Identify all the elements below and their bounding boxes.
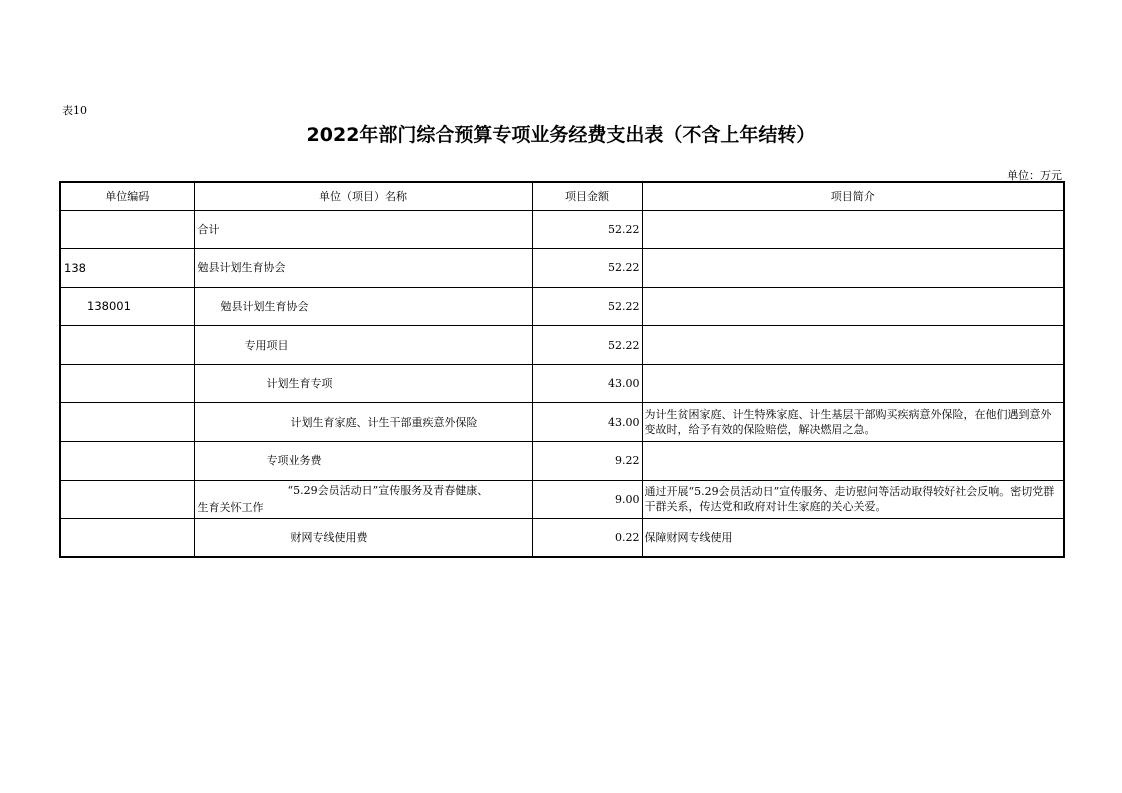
cell-code: 138 xyxy=(60,249,194,288)
cell-code xyxy=(60,326,194,365)
table-row xyxy=(60,249,1064,288)
cell-code xyxy=(60,519,194,558)
cell-desc xyxy=(642,364,1064,403)
page-title: 2022年部门综合预算专项业务经费支出表（不含上年结转） xyxy=(306,124,816,146)
table-row xyxy=(60,442,1064,481)
budget-table xyxy=(59,181,1065,558)
cell-code xyxy=(60,364,194,403)
cell-desc xyxy=(642,287,1064,326)
table-row xyxy=(60,210,1064,249)
table-row xyxy=(60,403,1064,442)
cell-name: 专用项目 xyxy=(194,326,532,365)
cell-code xyxy=(60,403,194,442)
cell-desc xyxy=(642,210,1064,249)
header-desc: 项目简介 xyxy=(642,182,1064,210)
cell-amount: 9.22 xyxy=(532,442,642,481)
table-row xyxy=(60,326,1064,365)
cell-desc xyxy=(642,249,1064,288)
cell-desc: 通过开展“5.29会员活动日”宣传服务、走访慰问等活动取得较好社会反响。密切党群干群关系，传达党和政府对计生家庭的关心关爱。 xyxy=(642,480,1064,519)
cell-name: 勉县计划生育协会 xyxy=(194,249,532,288)
table-row xyxy=(60,519,1064,558)
cell-code: 138001 xyxy=(60,287,194,326)
cell-name: 计划生育家庭、计生干部重疾意外保险 xyxy=(194,403,532,442)
cell-name: 计划生育专项 xyxy=(194,364,532,403)
unit-label: 单位：万元 xyxy=(1007,169,1062,182)
cell-amount: 0.22 xyxy=(532,519,642,558)
cell-name: 合计 xyxy=(194,210,532,249)
cell-desc: 保障财网专线使用 xyxy=(642,519,1064,558)
table-row xyxy=(60,287,1064,326)
header-code: 单位编码 xyxy=(60,182,194,210)
cell-amount: 9.00 xyxy=(532,480,642,519)
cell-name xyxy=(194,480,532,519)
cell-name-line1: “5.29会员活动日”宣传服务及青春健康、 xyxy=(287,484,489,498)
table-row xyxy=(60,364,1064,403)
cell-name: 财网专线使用费 xyxy=(194,519,532,558)
cell-name: 勉县计划生育协会 xyxy=(194,287,532,326)
table-row xyxy=(60,480,1064,519)
cell-name-line2: 生育关怀工作 xyxy=(197,501,264,515)
table-number: 表10 xyxy=(62,104,87,117)
cell-code xyxy=(60,442,194,481)
cell-code xyxy=(60,210,194,249)
cell-amount: 52.22 xyxy=(532,249,642,288)
cell-desc: 为计生贫困家庭、计生特殊家庭、计生基层干部购买疾病意外保险，在他们遇到意外变故时，给予有效的保险赔偿，解决燃眉之急。 xyxy=(642,403,1064,442)
cell-desc xyxy=(642,326,1064,365)
cell-desc xyxy=(642,442,1064,481)
cell-amount: 52.22 xyxy=(532,210,642,249)
cell-code xyxy=(60,480,194,519)
cell-amount: 43.00 xyxy=(532,403,642,442)
cell-amount: 52.22 xyxy=(532,287,642,326)
header-amount: 项目金额 xyxy=(532,182,642,210)
cell-amount: 52.22 xyxy=(532,326,642,365)
cell-name: 专项业务费 xyxy=(194,442,532,481)
header-name: 单位（项目）名称 xyxy=(194,182,532,210)
table-header-row xyxy=(60,182,1064,210)
cell-amount: 43.00 xyxy=(532,364,642,403)
